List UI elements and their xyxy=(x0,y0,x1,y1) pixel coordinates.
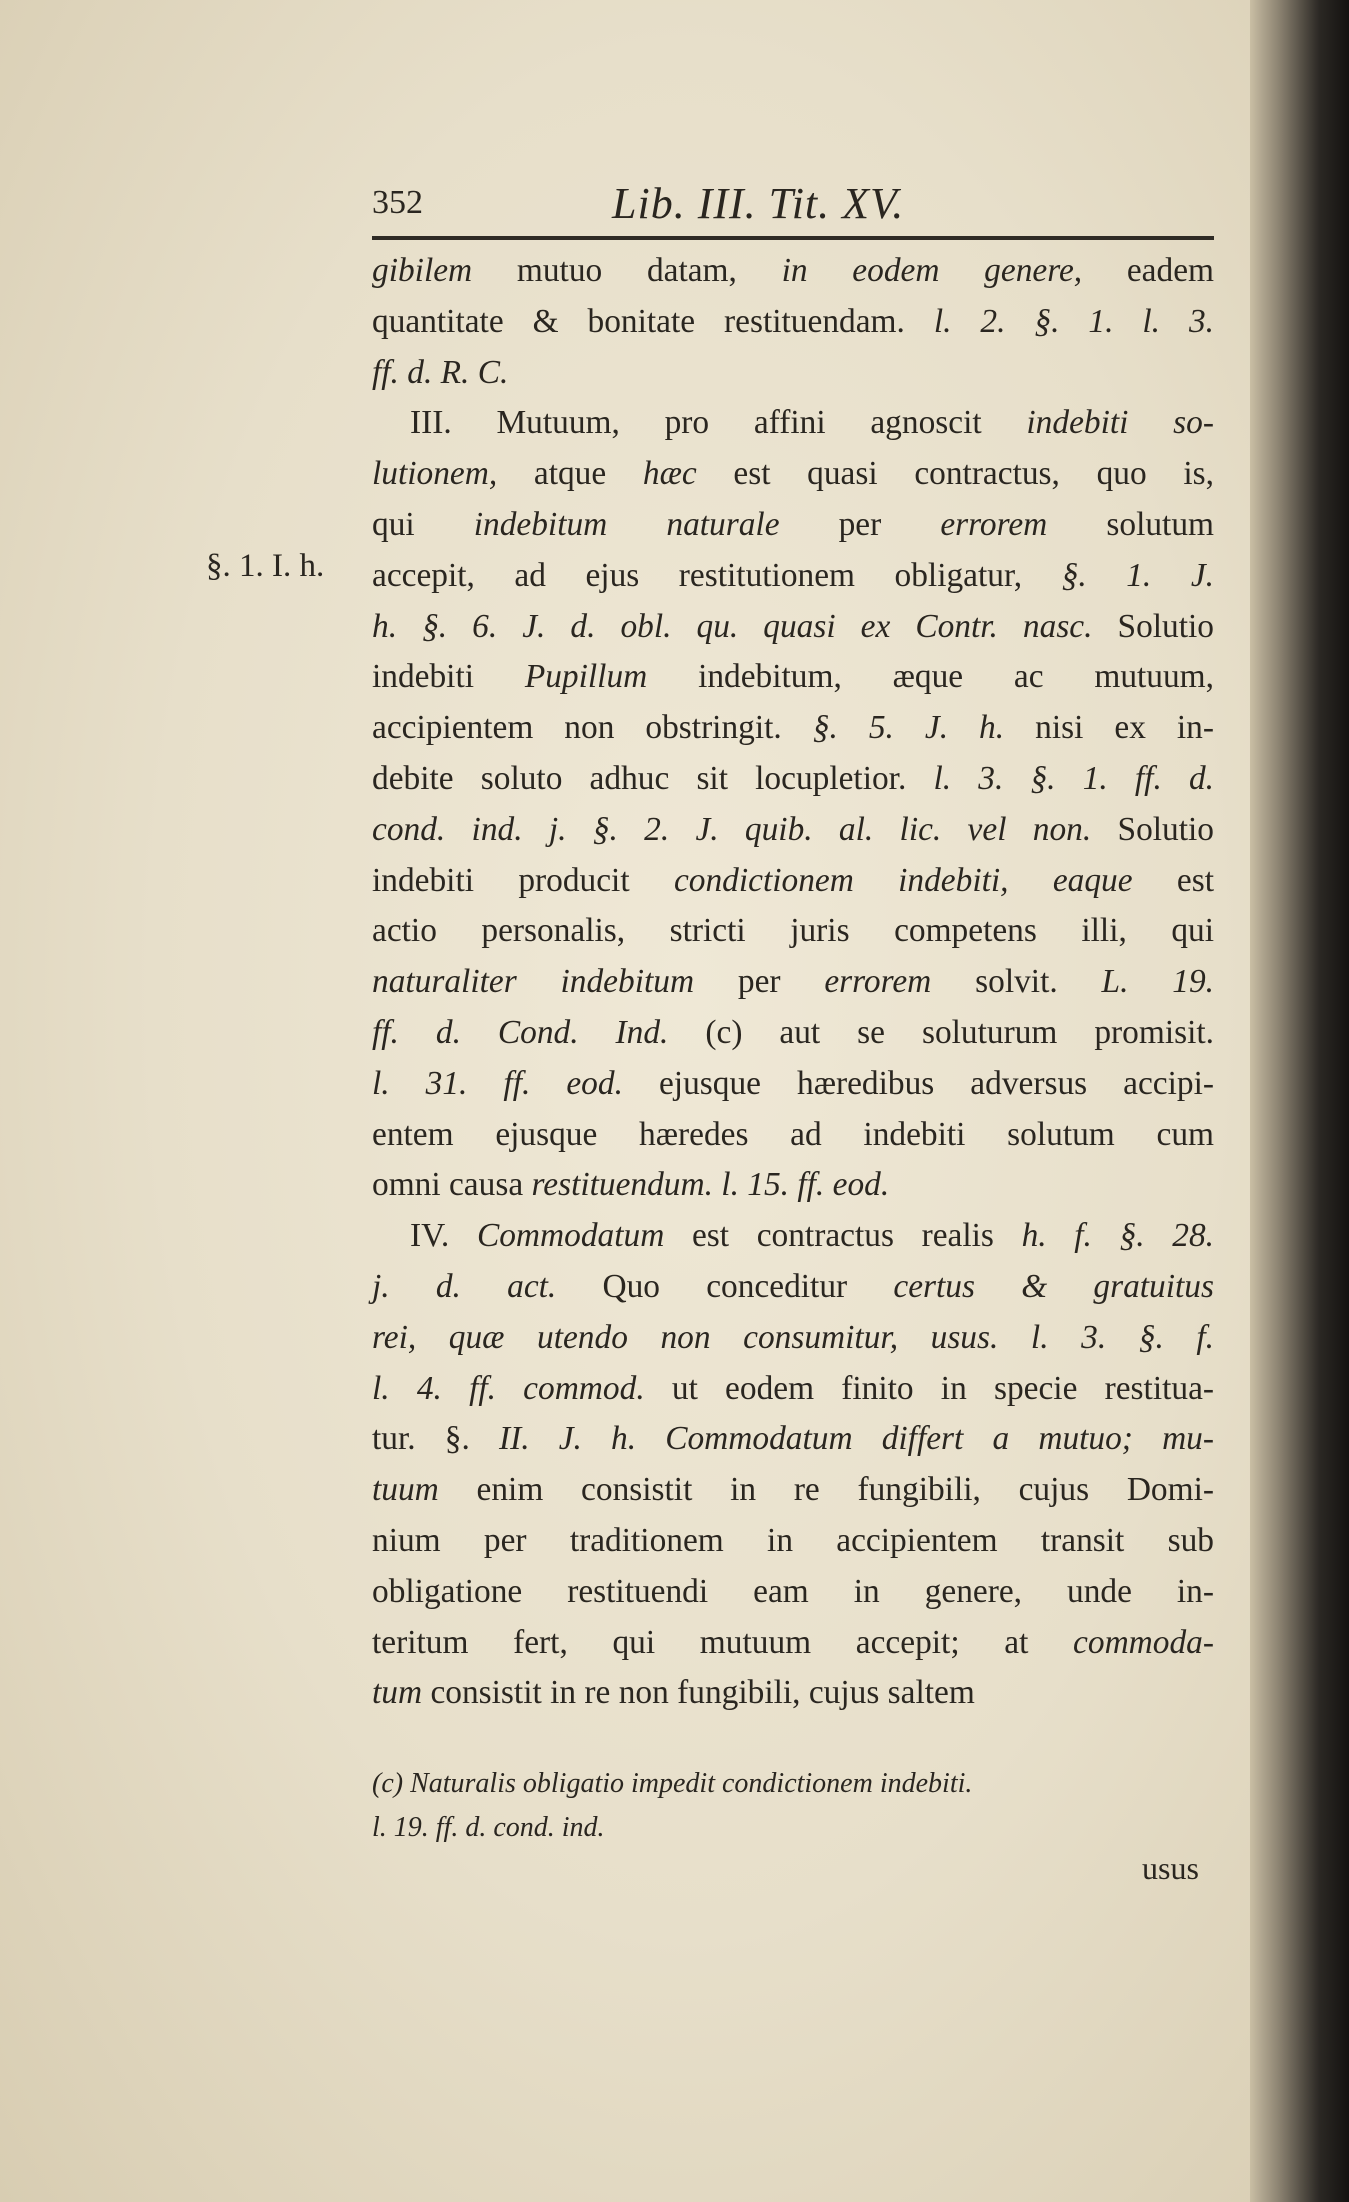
text-run: est quasi contractus, quo is, xyxy=(696,455,1214,493)
text-run: debite soluto adhuc sit locupletior. xyxy=(372,759,934,797)
text-line xyxy=(372,957,1214,1008)
text-run: qui xyxy=(372,505,474,543)
text-line xyxy=(372,1008,1214,1059)
footnote-line: l. 19. ff. d. cond. ind. xyxy=(372,1812,605,1843)
italic-run: l. 3. §. 1. ff. d. xyxy=(933,759,1215,797)
text-run: Solutio xyxy=(1092,607,1214,645)
italic-run: indebiti so- xyxy=(1026,404,1214,442)
text-run: Solutio xyxy=(1091,810,1214,848)
text-line xyxy=(372,805,1214,856)
book-gutter xyxy=(1250,0,1349,2202)
text-line xyxy=(372,1160,1214,1211)
text-run: nium per traditionem in accipientem transit sub xyxy=(372,1521,1214,1559)
italic-run: restituendum. l. 15. ff. eod. xyxy=(531,1166,890,1204)
text-run: III. Mutuum, pro affini agnoscit xyxy=(410,404,1027,442)
text-line xyxy=(372,348,1214,399)
italic-run: j. d. act. xyxy=(372,1267,557,1305)
text-line xyxy=(372,703,1214,754)
text-run: quantitate & bonitate restituendam. xyxy=(372,302,934,340)
text-line xyxy=(372,652,1214,703)
text-line xyxy=(372,754,1214,805)
text-line xyxy=(372,1110,1214,1161)
text-run: obligatione restituendi eam in genere, unde in- xyxy=(372,1572,1214,1610)
footnote-line: (c) Naturalis obligatio impedit condictionem indebiti. xyxy=(372,1768,973,1799)
italic-run: commoda- xyxy=(1073,1623,1214,1661)
text-line xyxy=(372,1465,1214,1516)
text-run: per xyxy=(779,505,941,543)
text-run: tur. §. xyxy=(372,1420,499,1458)
italic-run: certus & gratuitus xyxy=(893,1267,1214,1305)
text-line xyxy=(372,1313,1214,1364)
text-line xyxy=(372,500,1214,551)
text-run: nisi ex in- xyxy=(1004,709,1214,747)
page-header xyxy=(372,178,1212,238)
text-run: accipientem non obstringit. xyxy=(372,709,813,747)
text-line xyxy=(372,1516,1214,1567)
text-run: indebiti producit xyxy=(372,861,674,899)
text-line xyxy=(372,1618,1214,1669)
text-run: accepit, ad ejus restitutionem obligatur, xyxy=(372,556,1062,594)
italic-run: rei, quæ utendo non consumitur, usus. l. 3. §. f. xyxy=(372,1318,1214,1356)
marginal-note: §. 1. I. h. xyxy=(206,548,325,584)
text-line xyxy=(372,1211,1214,1262)
text-line xyxy=(372,906,1214,957)
text-line xyxy=(372,1364,1214,1415)
text-run: entem ejusque hæredes ad indebiti solutum cum xyxy=(372,1115,1214,1153)
text-run: est xyxy=(1132,861,1214,899)
header-rule xyxy=(372,236,1214,240)
text-run: ejusque hæredibus adversus accipi- xyxy=(622,1064,1214,1102)
page-number: 352 xyxy=(372,184,423,221)
text-line xyxy=(372,602,1214,653)
text-run: solutum xyxy=(1047,505,1214,543)
text-line xyxy=(372,551,1214,602)
text-run: enim consistit in re fungibili, cujus Domi- xyxy=(438,1471,1214,1509)
text-run: eadem xyxy=(1082,252,1214,289)
text-run: teritum fert, qui mutuum accepit; at xyxy=(372,1623,1074,1661)
body-text xyxy=(372,246,1214,1719)
text-line xyxy=(372,1262,1214,1313)
text-run: consistit in re non fungibili, cujus saltem xyxy=(422,1674,975,1712)
text-line xyxy=(372,398,1214,449)
italic-run: errorem xyxy=(940,505,1048,543)
italic-run: Commodatum xyxy=(476,1217,665,1255)
text-run: est contractus realis xyxy=(664,1217,1022,1255)
italic-run: L. 19. xyxy=(1101,963,1214,1001)
text-line xyxy=(372,1668,1214,1719)
text-run: actio personalis, stricti juris competens illi, qui xyxy=(372,912,1214,950)
text-line xyxy=(372,246,1214,297)
text-line xyxy=(372,1414,1214,1465)
italic-run: gibilem xyxy=(372,252,473,289)
italic-run: l. 31. ff. eod. xyxy=(372,1064,623,1102)
italic-run: h. §. 6. J. d. obl. qu. quasi ex Contr. nasc. xyxy=(372,607,1093,645)
text-line xyxy=(372,856,1214,907)
italic-run: h. f. §. 28. xyxy=(1021,1217,1214,1255)
running-head: Lib. III. Tit. XV. xyxy=(612,179,905,228)
italic-run: errorem xyxy=(824,963,932,1001)
italic-run: hæc xyxy=(642,455,697,493)
italic-run: indebitum naturale xyxy=(473,505,780,543)
text-run: ut eodem finito in specie restitua- xyxy=(644,1369,1215,1407)
italic-run: in eodem genere, xyxy=(781,252,1083,289)
italic-run: l. 4. ff. commod. xyxy=(372,1369,645,1407)
italic-run: Pupillum xyxy=(524,658,648,696)
catchword: usus xyxy=(1142,1850,1199,1886)
text-line xyxy=(372,449,1214,500)
italic-run: tuum xyxy=(372,1471,439,1509)
footnote xyxy=(372,1762,1214,1850)
text-line xyxy=(372,297,1214,348)
text-run: mutuo datam, xyxy=(472,252,782,289)
italic-run: condictionem indebiti, eaque xyxy=(673,861,1133,899)
text-line xyxy=(372,1567,1214,1618)
text-run: indebitum, æque ac mutuum, xyxy=(647,658,1214,696)
text-run: solvit. xyxy=(931,963,1102,1001)
italic-run: tum xyxy=(372,1674,423,1712)
text-run: per xyxy=(694,963,825,1001)
italic-run: cond. ind. j. §. 2. J. quib. al. lic. vel non. xyxy=(372,810,1092,848)
text-run: indebiti xyxy=(372,658,525,696)
text-run: IV. xyxy=(410,1217,477,1255)
italic-run: II. J. h. Commodatum differt a mutuo; mu- xyxy=(498,1420,1215,1458)
italic-run: naturaliter indebitum xyxy=(372,963,695,1001)
text-line xyxy=(372,1059,1214,1110)
italic-run: §. 1. J. xyxy=(1061,556,1214,594)
text-run: omni causa xyxy=(372,1166,532,1204)
text-run: atque xyxy=(497,455,643,493)
text-run: Quo conceditur xyxy=(556,1267,894,1305)
text-run: (c) aut se soluturum promisit. xyxy=(668,1013,1214,1051)
italic-run: lutionem, xyxy=(372,455,498,493)
italic-run: l. 2. §. 1. l. 3. xyxy=(933,302,1214,340)
italic-run: ff. d. R. C. xyxy=(372,353,509,391)
italic-run: §. 5. J. h. xyxy=(812,709,1005,747)
italic-run: ff. d. Cond. Ind. xyxy=(372,1013,669,1051)
